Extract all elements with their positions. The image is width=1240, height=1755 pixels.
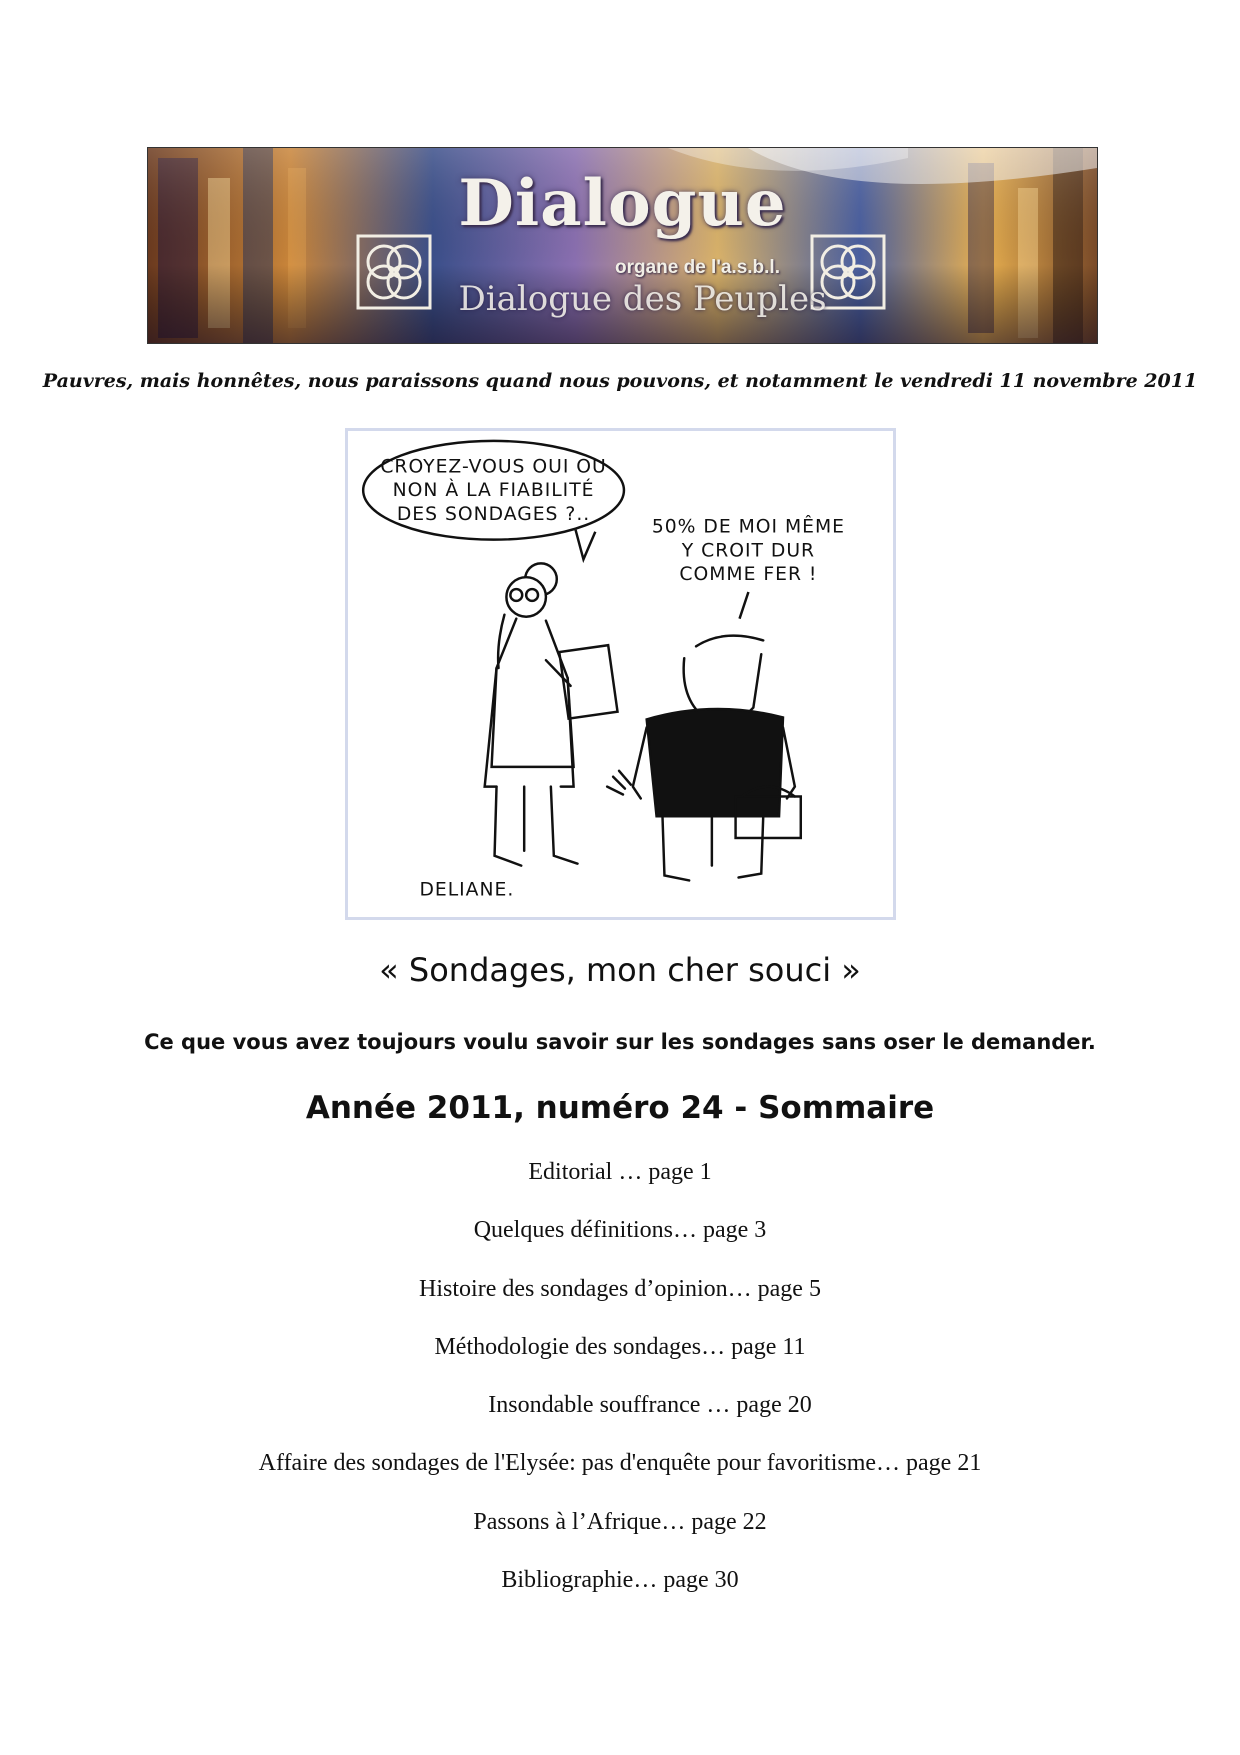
bubble-left-line-2: NON À LA FIABILITÉ xyxy=(392,480,595,502)
toc-item: Bibliographie… page 30 xyxy=(501,1567,739,1594)
bubble-right-line-1: 50% DE MOI MÊME xyxy=(651,516,846,538)
issue-heading: Année 2011, numéro 24 - Sommaire xyxy=(305,1090,935,1126)
feature-lead: Ce que vous avez toujours voulu savoir sur les sondages sans oser le demander. xyxy=(144,1030,1096,1054)
bubble-left-line-3: DES SONDAGES ?.. xyxy=(396,503,591,525)
bubble-right-line-3: COMME FER ! xyxy=(679,564,818,586)
masthead-subtitle: organe de l'a.s.b.l. xyxy=(614,257,780,278)
toc-item: Affaire des sondages de l'Elysée: pas d'enquête pour favoritisme… page 21 xyxy=(258,1450,982,1477)
table-of-contents xyxy=(0,1156,1240,1622)
interviewee-figure xyxy=(607,636,801,881)
masthead-banner xyxy=(147,147,1098,344)
toc-item: Méthodologie des sondages… page 11 xyxy=(434,1333,806,1360)
bubble-left-line-1: CROYEZ-VOUS OUI OU xyxy=(380,456,607,478)
cartoonist-signature: DELIANE. xyxy=(419,879,515,901)
toc-item: Histoire des sondages d’opinion… page 5 xyxy=(419,1275,821,1302)
cartoon-illustration xyxy=(345,428,896,920)
toc-item: Quelques définitions… page 3 xyxy=(473,1217,767,1244)
cartoon-drawing xyxy=(348,431,893,917)
bubble-right-line-2: Y CROIT DUR xyxy=(681,540,816,562)
masthead-association: Dialogue des Peuples xyxy=(458,279,827,319)
feature-headline: « Sondages, mon cher souci » xyxy=(379,951,861,989)
pollster-figure xyxy=(485,563,618,865)
toc-item: Editorial … page 1 xyxy=(528,1159,712,1185)
masthead-title: Dialogue xyxy=(458,166,787,241)
toc-item: Passons à l’Afrique… page 22 xyxy=(473,1508,767,1535)
toc-item: Insondable souffrance … page 20 xyxy=(488,1392,812,1419)
tagline: Pauvres, mais honnêtes, nous paraissons quand nous pouvons, et notamment le vendredi 11 novembre 2011 xyxy=(42,370,1198,392)
